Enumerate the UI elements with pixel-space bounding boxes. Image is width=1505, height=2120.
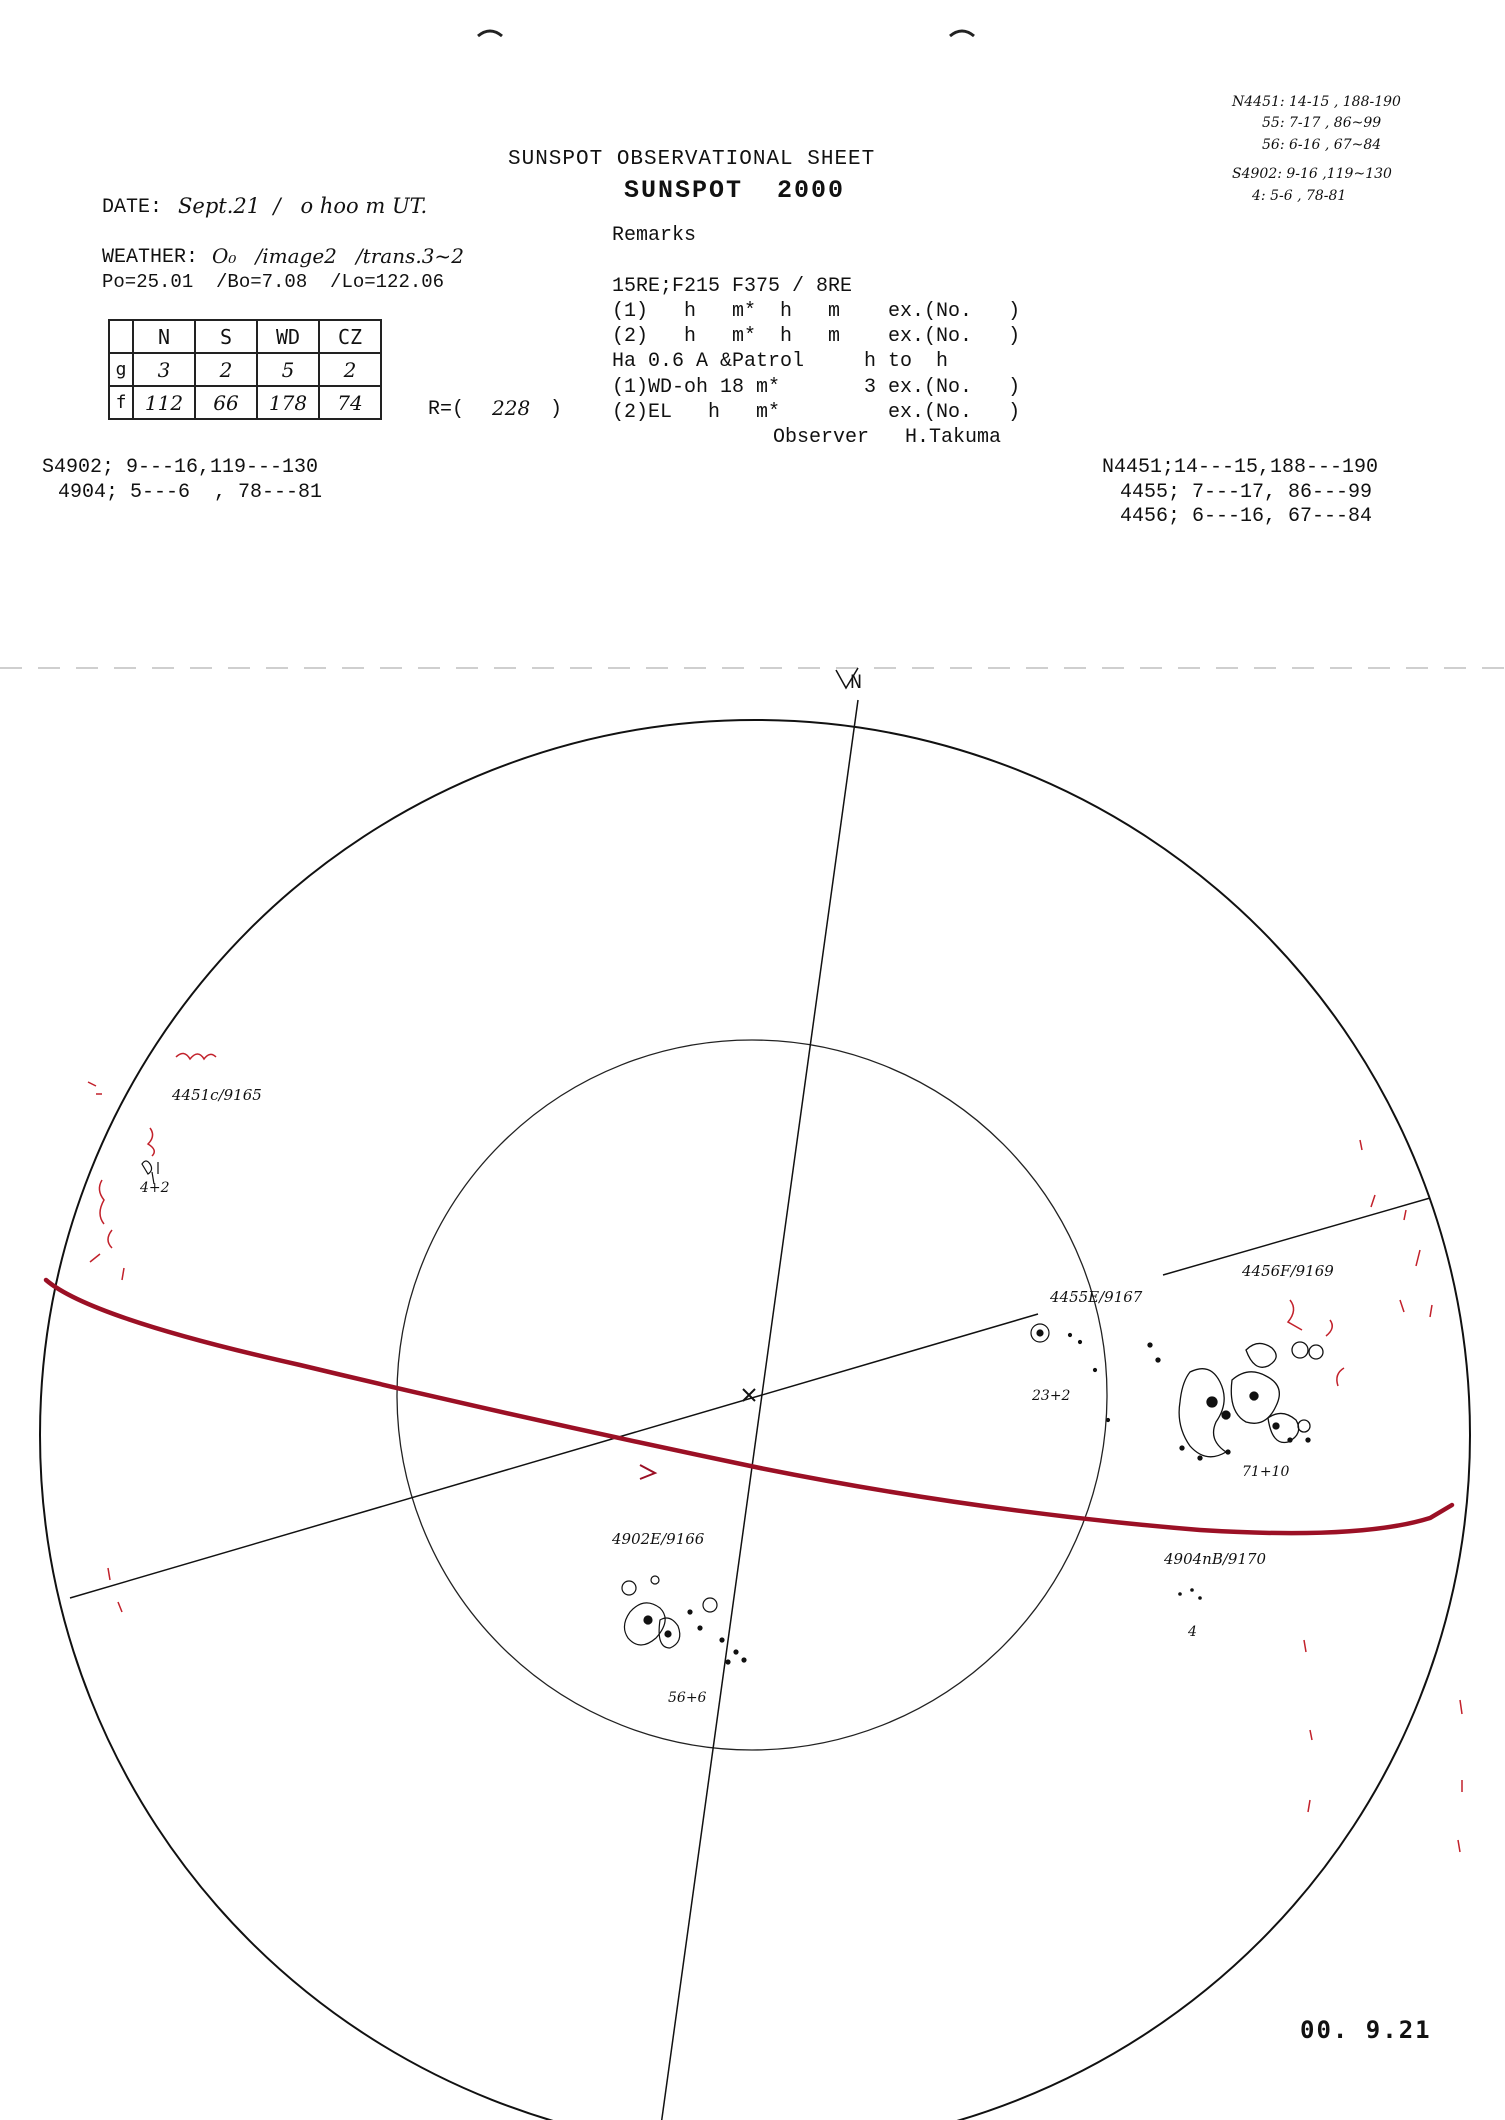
g-wd: 5 bbox=[257, 353, 319, 386]
label-group-4902: 4902E/9166 bbox=[612, 1530, 705, 1548]
spot-penumbra bbox=[1246, 1343, 1276, 1367]
hole-mark-right bbox=[950, 31, 974, 36]
north-label: N bbox=[850, 672, 863, 695]
count-group-4902: 56+6 bbox=[668, 1690, 707, 1706]
right-list-3: 4456; 6---16, 67---84 bbox=[1120, 505, 1373, 528]
spot-dot bbox=[726, 1660, 730, 1664]
g-s: 2 bbox=[195, 353, 257, 386]
pencil-mark bbox=[88, 1082, 102, 1094]
spot-group-4902 bbox=[622, 1576, 746, 1664]
f-wd: 178 bbox=[257, 386, 319, 419]
weather-value: O₀ /image2 /trans.3~2 bbox=[212, 244, 464, 268]
spot-dot bbox=[698, 1626, 702, 1630]
spot-umbra bbox=[1250, 1392, 1258, 1400]
weather-label: WEATHER: bbox=[102, 246, 199, 269]
g-cz: 2 bbox=[319, 353, 381, 386]
date-label: DATE: bbox=[102, 196, 163, 219]
remarks-line-2: (1) h m* h m ex.(No. ) bbox=[612, 300, 1021, 323]
pencil-mark bbox=[99, 1180, 112, 1248]
spot-dot bbox=[1094, 1369, 1097, 1372]
spot-penumbra bbox=[651, 1576, 659, 1584]
date-stamp: 00. 9.21 bbox=[1300, 2016, 1432, 2044]
spot-dot bbox=[1190, 1588, 1194, 1592]
spot-penumbra bbox=[1179, 1369, 1226, 1457]
remarks-line-3: (2) h m* h m ex.(No. ) bbox=[612, 325, 1021, 348]
count-group-4451: 4+2 bbox=[140, 1180, 170, 1196]
spot-dot bbox=[1180, 1446, 1184, 1450]
cross-axis bbox=[70, 1314, 1038, 1598]
spot-dot bbox=[1198, 1596, 1202, 1600]
note-line-5: 4: 5-6 , 78-81 bbox=[1252, 188, 1347, 204]
spot-dot bbox=[1226, 1450, 1230, 1454]
header-s: S bbox=[195, 320, 257, 353]
spot-dot bbox=[1288, 1438, 1292, 1442]
spot-dot bbox=[1178, 1592, 1182, 1596]
pencil-mark bbox=[1360, 1140, 1432, 1317]
label-group-4455: 4455E/9167 bbox=[1050, 1288, 1143, 1306]
f-cz: 74 bbox=[319, 386, 381, 419]
r-label: R=( bbox=[428, 398, 465, 421]
spot-penumbra bbox=[1309, 1345, 1323, 1359]
spot-group-4455 bbox=[1031, 1324, 1110, 1422]
remarks-line-5: (1)WD-oh 18 m* 3 ex.(No. ) bbox=[612, 376, 1021, 399]
pencil-mark bbox=[90, 1254, 124, 1280]
spot-dot bbox=[1156, 1358, 1160, 1362]
spot-penumbra bbox=[1298, 1420, 1310, 1432]
solar-limb bbox=[40, 720, 1470, 2120]
spot-umbra bbox=[644, 1616, 652, 1624]
count-group-4904: 4 bbox=[1188, 1624, 1197, 1640]
f-n: 112 bbox=[133, 386, 195, 419]
count-group-4456: 71+10 bbox=[1242, 1464, 1290, 1480]
f-s: 66 bbox=[195, 386, 257, 419]
spot-dot bbox=[1069, 1334, 1072, 1337]
spot-dot bbox=[742, 1658, 746, 1662]
right-list-2: 4455; 7---17, 86---99 bbox=[1120, 481, 1373, 504]
equator-arrow bbox=[640, 1465, 655, 1479]
spot-umbra bbox=[1273, 1423, 1279, 1429]
spot-umbra bbox=[1037, 1330, 1043, 1336]
label-group-4904: 4904nB/9170 bbox=[1164, 1550, 1267, 1568]
pencil-mark bbox=[1304, 1640, 1462, 1852]
spot-dot bbox=[1079, 1341, 1082, 1344]
spot-penumbra bbox=[1268, 1413, 1299, 1442]
spot-umbra bbox=[665, 1631, 671, 1637]
header-n: N bbox=[133, 320, 195, 353]
pencil-mark bbox=[176, 1053, 216, 1059]
r-value: 228 bbox=[492, 396, 531, 420]
note-line-1: N4451: 14-15 , 188-190 bbox=[1232, 94, 1401, 110]
row-label-g: g bbox=[109, 353, 133, 386]
spot-penumbra bbox=[1292, 1342, 1308, 1358]
spot-dot bbox=[720, 1638, 724, 1642]
spot-dot bbox=[1107, 1419, 1110, 1422]
spot-dot bbox=[1198, 1456, 1202, 1460]
pencil-mark bbox=[108, 1568, 122, 1612]
reference-circle bbox=[397, 1040, 1107, 1750]
date-value: Sept.21 / o hoo m UT. bbox=[178, 194, 428, 218]
note-line-4: S4902: 9-16 ,119~130 bbox=[1232, 166, 1392, 182]
sheet-title: SUNSPOT OBSERVATIONAL SHEET bbox=[508, 148, 876, 171]
spot-dot bbox=[1148, 1343, 1152, 1347]
spot-dot bbox=[688, 1610, 692, 1614]
label-group-4456: 4456F/9169 bbox=[1242, 1262, 1334, 1280]
spot-group-4904 bbox=[1178, 1588, 1202, 1600]
remarks-line-6: (2)EL h m* ex.(No. ) bbox=[612, 401, 1021, 424]
right-list-1: N4451;14---15,188---190 bbox=[1102, 456, 1379, 479]
polar-axis bbox=[658, 700, 858, 2120]
sheet-subtitle: SUNSPOT 2000 bbox=[624, 176, 846, 205]
g-n: 3 bbox=[133, 353, 195, 386]
remarks-line-4: Ha 0.6 A &Patrol h to h bbox=[612, 350, 949, 373]
spot-group-4456 bbox=[1148, 1342, 1323, 1460]
observer: Observer H.Takuma bbox=[773, 426, 1002, 449]
solar-equator-curve bbox=[46, 1280, 1452, 1533]
row-label-f: f bbox=[109, 386, 133, 419]
pencil-mark bbox=[148, 1128, 154, 1156]
observation-params: Po=25.01 /Bo=7.08 /Lo=122.06 bbox=[102, 271, 445, 293]
hole-mark-left bbox=[478, 31, 502, 36]
spot-umbra bbox=[1207, 1397, 1217, 1407]
spot-dot bbox=[1306, 1438, 1310, 1442]
count-group-4455: 23+2 bbox=[1032, 1388, 1071, 1404]
label-group-4451: 4451c/9165 bbox=[172, 1086, 262, 1104]
pencil-marks bbox=[88, 1053, 1462, 1852]
left-list-2: 4904; 5---6 , 78---81 bbox=[58, 481, 323, 504]
spot-penumbra bbox=[703, 1598, 717, 1612]
note-line-3: 56: 6-16 , 67~84 bbox=[1262, 137, 1382, 153]
spot-penumbra bbox=[622, 1581, 636, 1595]
remarks-label: Remarks bbox=[612, 224, 697, 247]
left-list-1: S4902; 9---16,119---130 bbox=[42, 456, 319, 479]
spot-umbra bbox=[1222, 1411, 1230, 1419]
note-line-2: 55: 7-17 , 86~99 bbox=[1262, 115, 1382, 131]
remarks-line-1: 15RE;F215 F375 / 8RE bbox=[612, 275, 853, 298]
r-close: ) bbox=[550, 398, 563, 421]
header-cz: CZ bbox=[319, 320, 381, 353]
header-wd: WD bbox=[257, 320, 319, 353]
spot-dot bbox=[734, 1650, 738, 1654]
